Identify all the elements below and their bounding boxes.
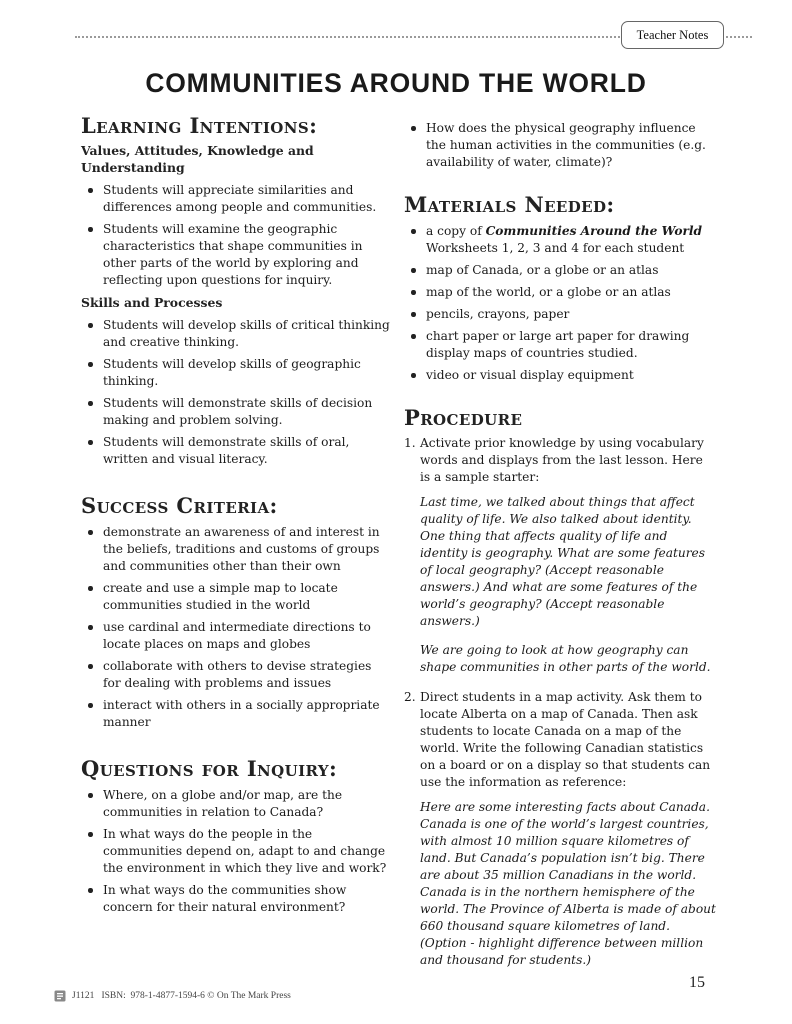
worksheet-title: Communities Around the World — [485, 224, 703, 238]
canada-facts-quote: Here are some interesting facts about Canada. Canada is one of the world’s largest countries, with almost 10 million square kilometres of land. But Canada’s population isn’t big. There are about 35 million Canadians in the world. Canada is in the northern hemisphere of the world. The Province of Alberta is made of about 660 thousand square kilometres of land. (Option - highlight difference between million and thousand for students.) — [420, 800, 716, 967]
questions-list — [81, 787, 391, 916]
list-item: video or visual display equipment — [426, 367, 716, 384]
step-text: Activate prior knowledge by using vocabulary words and displays from the last lesson. Here is a sample starter: — [420, 436, 704, 484]
materials-heading: Materials Needed: — [404, 192, 615, 217]
skills-heading: Skills and Processes — [81, 295, 223, 310]
sample-starter-quote: Last time, we talked about things that affect quality of life. We also talked about identity. One thing that affects quality of life and identity is geography. What are some features of local geography? (Accept reasonable answers.) And what are some features of the world’s geography? (Accept reasonable answers.) — [420, 495, 706, 628]
materials-list — [404, 223, 716, 384]
procedure-list — [404, 435, 716, 969]
step-text: Direct students in a map activity. Ask them to locate Alberta on a map of Canada. Then ask students to locate Canada on a map of the world. Write the following Canadian statistics on a board or on a display so that students can use the information as reference: — [420, 690, 711, 789]
values-heading: Values, Attitudes, Knowledge and Understanding — [81, 143, 314, 175]
left-column — [81, 114, 391, 921]
step-number: 1. — [404, 436, 416, 450]
list-item: Students will examine the geographic characteristics that shape communities in other parts of the world by exploring and reflecting upon questions for inquiry. — [103, 221, 391, 289]
list-item: Where, on a globe and/or map, are the communities in relation to Canada? — [103, 787, 391, 821]
list-item: Students will demonstrate skills of decision making and problem solving. — [103, 395, 391, 429]
page-number: 15 — [689, 974, 705, 991]
teacher-notes-tab: Teacher Notes — [621, 21, 724, 49]
footer-isbn-text: J1121 ISBN: 978-1-4877-1594-6 © On The Mark Press — [72, 991, 291, 1001]
values-list — [81, 182, 391, 289]
list-item: map of Canada, or a globe or an atlas — [426, 262, 716, 279]
list-item: Students will appreciate similarities and differences among people and communities. — [103, 182, 391, 216]
questions-heading: Questions for Inquiry: — [81, 756, 338, 781]
list-item: Students will develop skills of critical thinking and creative thinking. — [103, 318, 390, 349]
procedure-step — [404, 689, 716, 791]
list-item: Students will develop skills of geographic thinking. — [103, 356, 391, 390]
page-title: COMMUNITIES AROUND THE WORLD — [145, 68, 647, 98]
list-item: chart paper or large art paper for drawing display maps of countries studied. — [426, 328, 716, 362]
success-criteria-heading: Success Criteria: — [81, 493, 278, 518]
footer — [54, 990, 291, 1002]
list-item: How does the physical geography influence the human activities in the communities (e.g. availability of water, climate)? — [426, 120, 716, 171]
list-item — [426, 223, 716, 257]
questions-list-continued — [404, 120, 716, 171]
materials-suffix: Worksheets 1, 2, 3 and 4 for each student — [426, 241, 685, 255]
sample-starter-quote: We are going to look at how geography can shape communities in other parts of the world. — [420, 643, 711, 674]
list-item: collaborate with others to devise strategies for dealing with problems and issues — [103, 658, 391, 692]
procedure-heading: Procedure — [404, 405, 523, 430]
list-item: pencils, crayons, paper — [426, 306, 716, 323]
list-item: use cardinal and intermediate directions to locate places on maps and globes — [103, 619, 391, 653]
right-column — [404, 114, 716, 969]
list-item: interact with others in a socially appropriate manner — [103, 697, 391, 731]
book-logo-icon — [54, 990, 66, 1002]
procedure-step — [404, 435, 716, 486]
step-number: 2. — [404, 690, 416, 704]
skills-list — [81, 317, 391, 468]
materials-prefix: a copy of — [426, 224, 486, 238]
success-list — [81, 524, 391, 731]
learning-intentions-heading: Learning Intentions: — [81, 113, 318, 138]
header-dotted-rule-right — [726, 36, 752, 38]
list-item: demonstrate an awareness of and interest in the beliefs, traditions and customs of groups and communities other than their own — [103, 524, 391, 575]
list-item: In what ways do the communities show concern for their natural environment? — [103, 882, 391, 916]
list-item: map of the world, or a globe or an atlas — [426, 284, 716, 301]
list-item: Students will demonstrate skills of oral, written and visual literacy. — [103, 434, 391, 468]
list-item: In what ways do the people in the communities depend on, adapt to and change the environment in which they live and work? — [103, 826, 391, 877]
list-item: create and use a simple map to locate communities studied in the world — [103, 580, 391, 614]
header-dotted-rule-left — [75, 36, 620, 38]
